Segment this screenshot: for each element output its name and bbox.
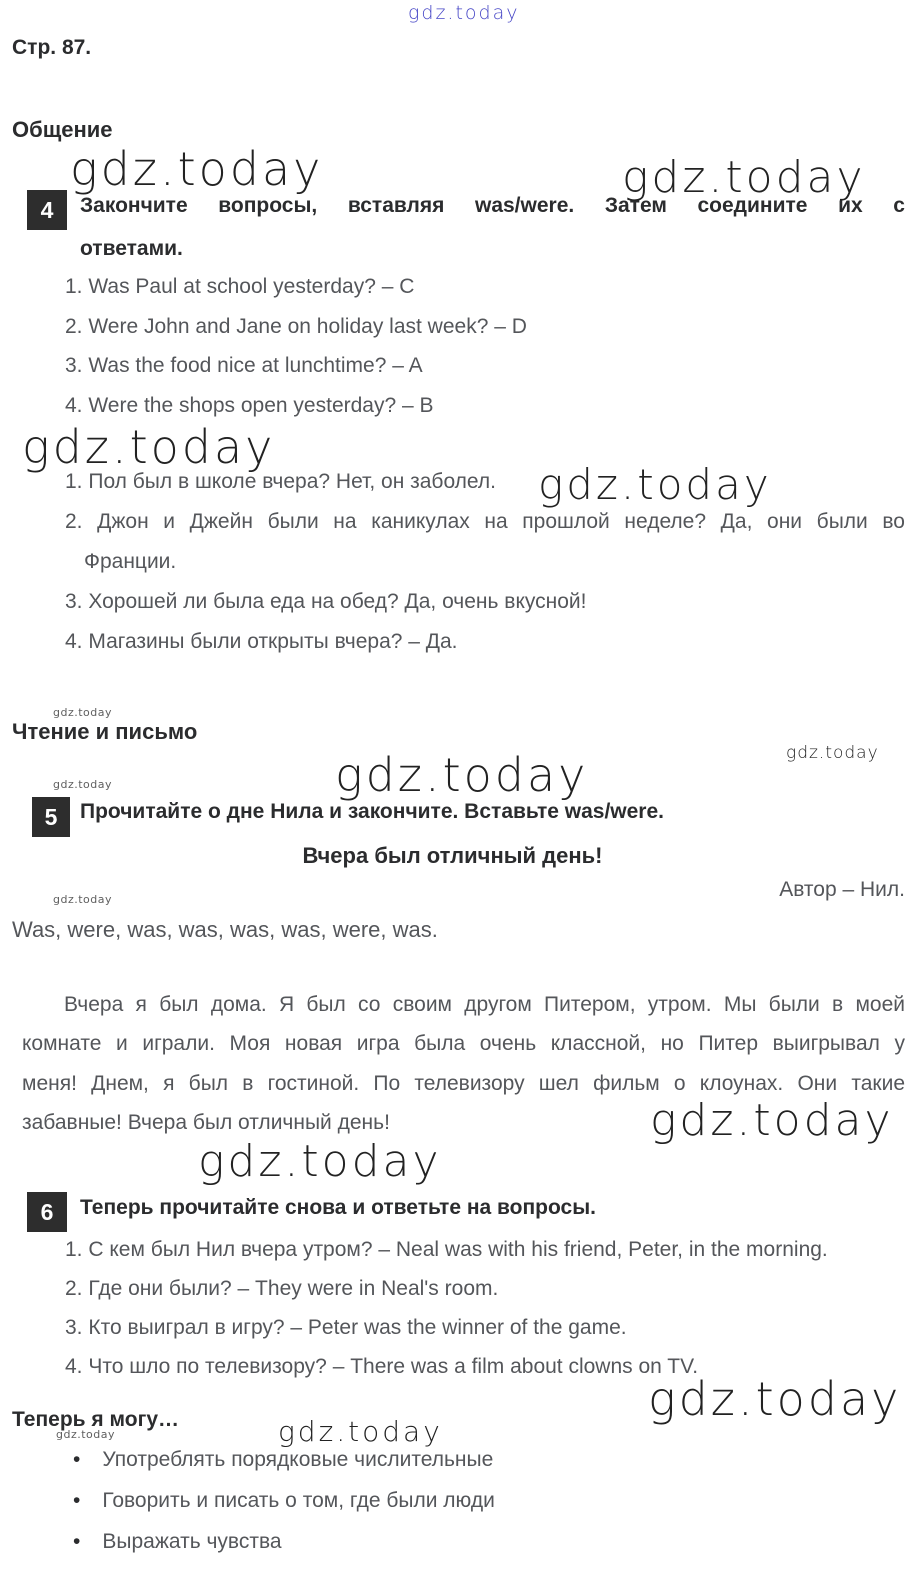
can-do-item <box>73 1530 282 1554</box>
watermark: gdz.today <box>622 152 866 203</box>
exercise-number-badge: 4 <box>27 190 67 230</box>
watermark: gdz.today <box>56 1428 116 1441</box>
watermark: gdz.today <box>278 1415 443 1448</box>
watermark: gdz.today <box>538 460 772 509</box>
exercise4-question: 3. Was the food nice at lunchtime? – A <box>65 354 423 377</box>
exercise6-answer: 3. Кто выиграл в игру? – Peter was the winner of the game. <box>65 1316 627 1339</box>
bullet-icon: • <box>73 1489 81 1512</box>
section-heading-reading-writing: Чтение и письмо <box>12 719 198 744</box>
exercise4-answer: 4. Магазины были открыты вчера? – Да. <box>65 630 458 653</box>
watermark: gdz.today <box>335 748 589 802</box>
exercise5-instruction: Прочитайте о дне Нила и закончите. Вставьте was/were. <box>80 800 664 823</box>
story-line: Вчера я был дома. Я был со своим другом Питером, утром. Мы были в моей <box>64 993 905 1016</box>
can-do-item-label: Говорить и писать о том, где были люди <box>102 1489 495 1512</box>
exercise6-answer: 2. Где они были? – They were in Neal's room. <box>65 1277 499 1300</box>
exercise4-answer: 1. Пол был в школе вчера? Нет, он заболел. <box>65 470 497 493</box>
story-title: Вчера был отличный день! <box>302 843 603 868</box>
section-heading-communication: Общение <box>12 117 113 142</box>
section-heading-now-i-can: Теперь я могу… <box>12 1408 179 1431</box>
story-author: Автор – Нил. <box>779 878 905 901</box>
watermark: gdz.today <box>53 706 113 719</box>
watermark: gdz.today <box>650 1095 894 1146</box>
exercise4-question: 1. Was Paul at school yesterday? – C <box>65 275 415 298</box>
page-number-label: Стр. 87. <box>12 36 92 59</box>
story-line: комнате и играли. Моя новая игра была очень классной, но Питер выигрывал у <box>22 1032 905 1055</box>
exercise4-question: 4. Were the shops open yesterday? – B <box>65 394 434 417</box>
exercise4-answer-continuation: Франции. <box>84 550 177 573</box>
watermark: gdz.today <box>408 2 520 24</box>
watermark: gdz.today <box>22 420 276 474</box>
watermark: gdz.today <box>648 1372 902 1426</box>
exercise4-instruction-line2: ответами. <box>80 237 183 260</box>
exercise-number-badge: 6 <box>27 1192 67 1232</box>
exercise-number-badge: 5 <box>32 797 70 837</box>
watermark: gdz.today <box>70 142 324 196</box>
can-do-item-label: Употреблять порядковые числительные <box>102 1448 494 1471</box>
exercise4-question: 2. Were John and Jane on holiday last week? – D <box>65 315 527 338</box>
watermark: gdz.today <box>786 743 879 763</box>
watermark: gdz.today <box>198 1136 442 1187</box>
watermark: gdz.today <box>53 893 113 906</box>
story-line: забавные! Вчера был отличный день! <box>22 1111 390 1134</box>
exercise5-answer-line: Was, were, was, was, was, was, were, was. <box>12 917 438 942</box>
exercise4-instruction-line1: Закончите вопросы, вставляя was/were. Затем соедините их с <box>80 194 905 217</box>
exercise4-answer: 3. Хорошей ли была еда на обед? Да, очень вкусной! <box>65 590 587 613</box>
can-do-item <box>73 1448 493 1472</box>
bullet-icon: • <box>73 1448 81 1471</box>
can-do-item-label: Выражать чувства <box>102 1530 282 1553</box>
watermark: gdz.today <box>53 778 113 791</box>
bullet-icon: • <box>73 1530 81 1553</box>
exercise6-answer: 4. Что шло по телевизору? – There was a film about clowns on TV. <box>65 1355 699 1378</box>
exercise6-answer: 1. С кем был Нил вчера утром? – Neal was with his friend, Peter, in the morning. <box>65 1238 828 1261</box>
story-line: меня! Днем, я был в гостиной. По телевизору шел фильм о клоунах. Они такие <box>22 1072 905 1095</box>
exercise4-answer: 2. Джон и Джейн были на каникулах на прошлой неделе? Да, они были во <box>65 510 905 533</box>
can-do-item <box>73 1489 495 1513</box>
exercise6-instruction: Теперь прочитайте снова и ответьте на вопросы. <box>80 1196 597 1219</box>
